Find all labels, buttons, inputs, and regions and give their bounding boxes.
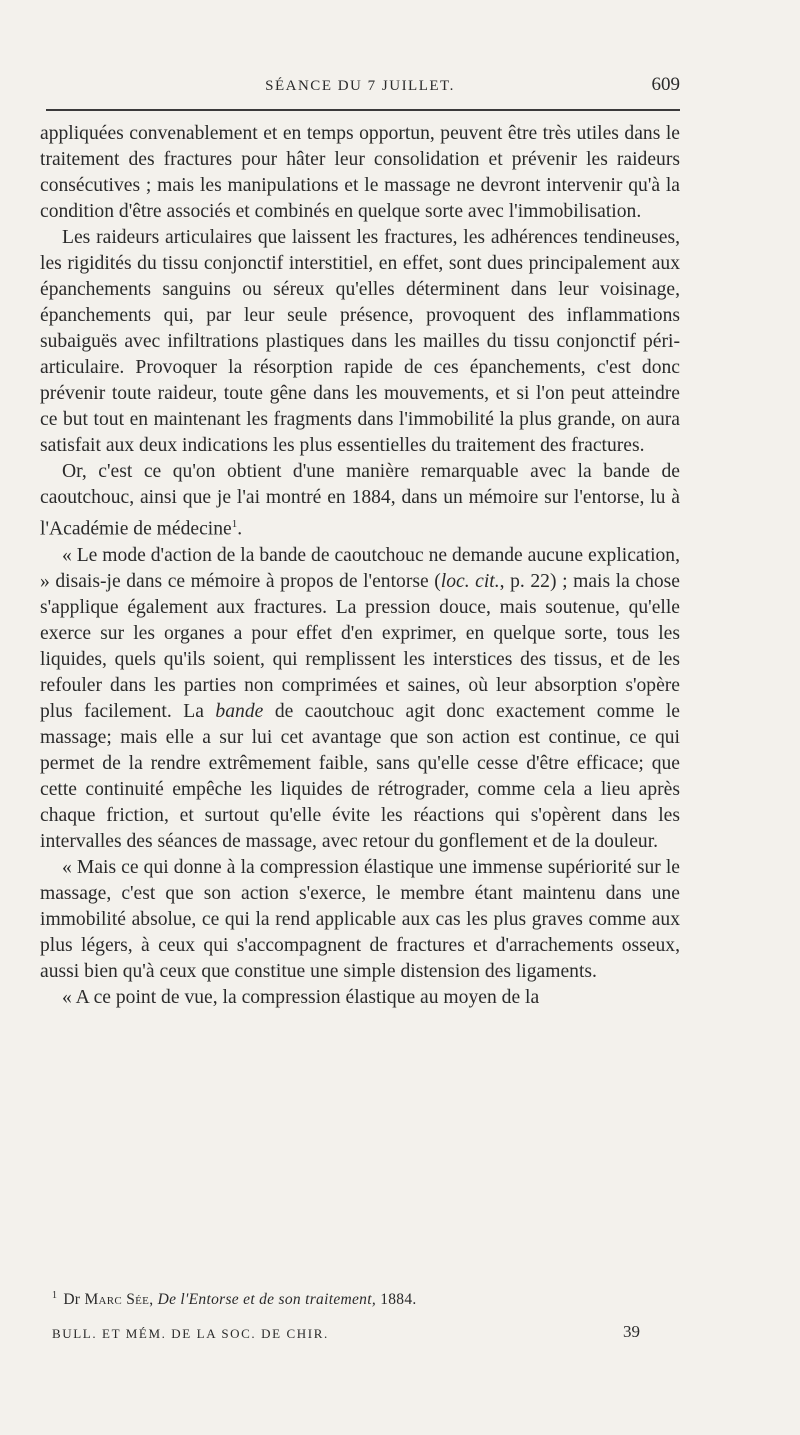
footnote-author-prefix: Dr bbox=[63, 1291, 81, 1309]
body-text bbox=[40, 121, 680, 1011]
citation-loc-cit: loc. cit. bbox=[440, 570, 500, 592]
paragraph-2: Les raideurs articulaires que laissent les fractures, les adhérences tendineuses, les rigidités du tissu conjonctif interstitiel, en effet, sont dues principalement aux épanchements sanguins ou séreux qu'elles déterminent dans leur voisinage, épanchements qui, par leur seule présence, provoquent des inflammations subaiguës avec infiltrations plastiques dans les mailles du tissu conjonctif péri-articulaire. Provoquer la résorption rapide de ces épanchements, c'est donc prévenir toute raideur, toute gêne dans les mouvements, et si l'on peut atteindre ce but tout en maintenant les fragments dans l'immobilité la plus grande, on aura satisfait aux deux indications les plus essentielles du traitement des fractures. bbox=[40, 227, 680, 456]
journal-name: BULL. ET MÉM. DE LA SOC. DE CHIR. bbox=[52, 1326, 329, 1341]
page-header bbox=[40, 72, 680, 102]
header-rule bbox=[46, 109, 680, 111]
paragraph-4 bbox=[40, 543, 680, 855]
footnote-title: De l'Entorse et de son traitement, bbox=[157, 1291, 376, 1309]
paragraph-3-end: . bbox=[237, 518, 243, 540]
paragraph-3-text: Or, c'est ce qu'on obtient d'une manière remarquable avec la bande de caoutchouc, ainsi que je l'ai montré en 1884, dans un mémoire sur l'entorse, lu à l'Académie de médecine bbox=[40, 461, 680, 540]
page-number: 609 bbox=[651, 74, 680, 95]
paragraph-3 bbox=[40, 459, 680, 543]
paragraph-6: « A ce point de vue, la compression élastique au moyen de la bbox=[62, 986, 540, 1008]
paragraph-4-part-b: , p. 22) ; mais la chose s'applique également aux fractures. La pression douce, mais soutenue, qu'elle exerce sur les organes a pour effet d'en exprimer, en quelque sorte, tous les liquides, quels qu'ils soient, qui remplissent les interstices des tissus, et de les refouler dans les parties non comprimées et saines, où leur absorption s'opère plus facilement. La bbox=[40, 570, 680, 722]
emphasis-bande: bande bbox=[215, 700, 264, 722]
running-title: SÉANCE DU 7 JUILLET. bbox=[265, 78, 455, 94]
paragraph-5: « Mais ce qui donne à la compression élastique une immense supériorité sur le massage, c'est que son action s'exerce, le membre étant maintenu dans une immobilité absolue, ce qui la rend applicable aux cas les plus graves comme aux plus légers, à ceux qui s'accompagnent de fractures et d'arrachements osseux, aussi bien qu'à ceux que constitue une simple distension des ligaments. bbox=[40, 856, 680, 982]
paragraph-4-part-c: de caoutchouc agit donc exactement comme le massage; mais elle a sur lui cet avantage que son action est continue, ce qui permet de la rendre extrêmement faible, sans qu'elle cesse d'être efficace; que cette continuité empêche les liquides de rétrograder, comme cela a lieu après chaque friction, et surtout qu'elle évite les réactions qui s'opèrent dans les intervalles des séances de massage, avec retour du gonflement et de la douleur. bbox=[40, 700, 681, 852]
paragraph-1: appliquées convenablement et en temps opportun, peuvent être très utiles dans le traitement des fractures pour hâter leur consolidation et prévenir les raideurs consécutives ; mais les manipulations et le massage ne devront intervenir qu'à la condition d'être associés et combinés en quelque sorte avec l'immobilisation. bbox=[40, 123, 680, 222]
page-footer bbox=[52, 1322, 640, 1346]
signature-number: 39 bbox=[623, 1322, 640, 1341]
footnote bbox=[52, 1290, 682, 1309]
footnote-year: 1884. bbox=[380, 1291, 417, 1309]
footnote-mark: 1 bbox=[52, 1290, 58, 1301]
footnote-reference[interactable]: 1 bbox=[231, 518, 238, 530]
footnote-author: Marc Sée, bbox=[84, 1291, 154, 1309]
paragraph-4-part-a: « Le mode d'action de la bande de caoutchouc ne demande aucune explication, » disais-je dans ce mémoire à propos de l'entorse ( bbox=[40, 544, 680, 592]
